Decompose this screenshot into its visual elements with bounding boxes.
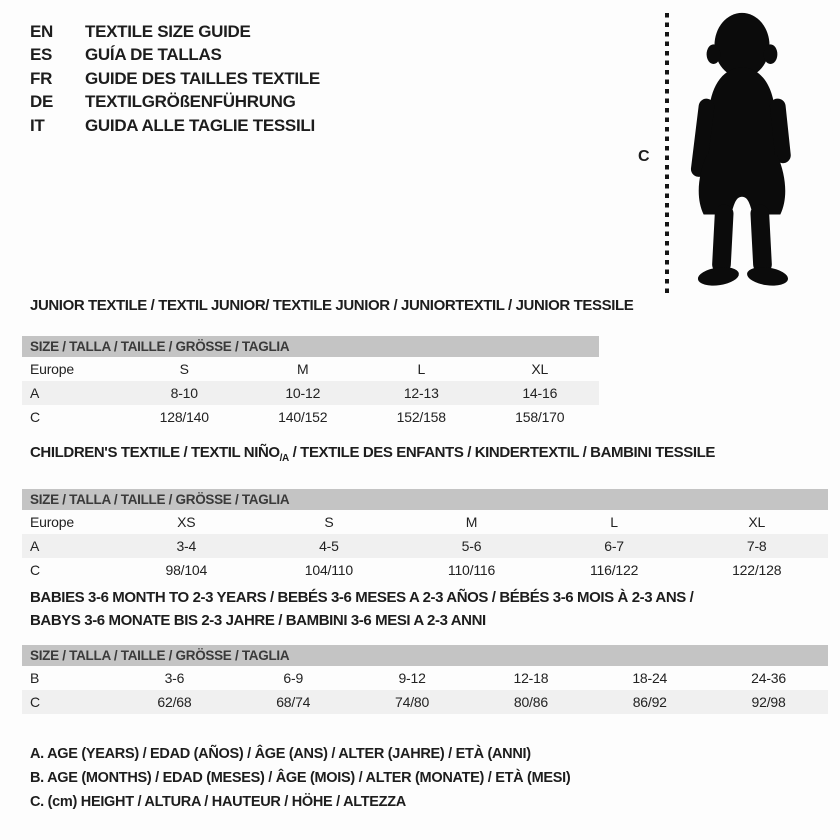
children-size-header-bar: SIZE / TALLA / TAILLE / GRÖSSE / TAGLIA <box>22 489 828 510</box>
lang-row-en <box>30 20 320 44</box>
row-label: A <box>22 534 115 558</box>
table-cell: XS <box>177 514 196 530</box>
table-cell: 104/110 <box>304 562 353 578</box>
lang-code: IT <box>30 115 45 135</box>
table-cell: 140/152 <box>278 409 328 425</box>
table-cell: 6-7 <box>543 534 686 558</box>
measure-figure <box>630 0 840 300</box>
children-row-europe <box>22 510 828 534</box>
lang-label: GUÍA DE TALLAS <box>85 45 222 65</box>
lang-code: ES <box>30 45 53 65</box>
table-cell: 12-13 <box>362 381 481 405</box>
table-cell: 3-4 <box>115 534 258 558</box>
table-cell: 74/80 <box>353 690 472 714</box>
table-cell: 98/104 <box>165 562 208 578</box>
lang-code: FR <box>30 68 53 88</box>
table-cell: 6-9 <box>283 670 304 686</box>
language-title-block <box>30 20 320 138</box>
table-cell: 14-16 <box>481 381 600 405</box>
babies-section <box>22 588 828 714</box>
table-cell: 80/86 <box>471 690 590 714</box>
babies-row-height <box>22 690 828 714</box>
children-title-part1: CHILDREN'S TEXTILE / TEXTIL NIÑO <box>30 444 280 461</box>
lang-row-fr <box>30 67 320 91</box>
toddler-silhouette-icon <box>676 8 806 298</box>
table-cell: 8-10 <box>125 381 244 405</box>
row-label: Europe <box>30 514 74 530</box>
row-label: C <box>22 690 115 714</box>
junior-title: JUNIOR TEXTILE / TEXTIL JUNIOR/ TEXTILE JUNIOR / JUNIORTEXTIL / JUNIOR TESSILE <box>30 297 634 314</box>
children-title <box>30 443 828 469</box>
footnote-a: A. AGE (YEARS) / EDAD (AÑOS) / ÂGE (ANS) / ALTER (JAHRE) / ETÀ (ANNI) <box>30 746 531 762</box>
babies-row-months <box>22 666 828 690</box>
table-cell: 10-12 <box>244 381 363 405</box>
children-row-height <box>22 558 828 582</box>
table-cell: 92/98 <box>709 690 828 714</box>
row-label: C <box>30 562 40 578</box>
lang-code: DE <box>30 92 54 112</box>
lang-label: GUIDE DES TAILLES TEXTILE <box>85 68 320 88</box>
table-cell: 5-6 <box>400 534 543 558</box>
babies-title-line1: BABIES 3-6 MONTH TO 2-3 YEARS / BEBÉS 3-6 MESES A 2-3 AÑOS / BÉBÉS 3-6 MOIS À 2-3 ANS / <box>30 589 694 606</box>
table-cell: 122/128 <box>732 562 782 578</box>
children-row-age <box>22 534 828 558</box>
table-cell: L <box>610 514 618 530</box>
row-label: Europe <box>30 361 74 377</box>
lang-label: TEXTILGRÖßENFÜHRUNG <box>85 92 296 112</box>
babies-title-line2: BABYS 3-6 MONATE BIS 2-3 JAHRE / BAMBINI 3-6 MESI A 2-3 ANNI <box>30 612 486 629</box>
table-cell: XL <box>531 361 549 377</box>
table-cell: 3-6 <box>164 670 185 686</box>
lang-row-es <box>30 44 320 68</box>
table-cell: 9-12 <box>398 670 426 686</box>
children-title-part2: / TEXTILE DES ENFANTS / KINDERTEXTIL / BAMBINI TESSILE <box>288 444 715 461</box>
table-cell: 18-24 <box>632 670 668 686</box>
table-cell: XL <box>748 514 766 530</box>
table-cell: 152/158 <box>396 409 446 425</box>
lang-row-de <box>30 91 320 115</box>
babies-size-header-bar: SIZE / TALLA / TAILLE / GRÖSSE / TAGLIA <box>22 645 828 666</box>
table-cell: 62/68 <box>115 690 234 714</box>
junior-size-table <box>22 357 599 429</box>
table-cell: 158/170 <box>515 409 565 425</box>
lang-label: TEXTILE SIZE GUIDE <box>85 21 251 41</box>
lang-label: GUIDA ALLE TAGLIE TESSILI <box>85 115 315 135</box>
table-cell: 128/140 <box>159 409 209 425</box>
junior-section <box>22 296 634 429</box>
footnotes-block <box>30 742 570 814</box>
table-cell: 116/122 <box>589 562 639 578</box>
table-cell: S <box>179 361 189 377</box>
children-section <box>22 443 828 582</box>
table-cell: 12-18 <box>513 670 549 686</box>
table-cell: 4-5 <box>258 534 401 558</box>
junior-size-header-bar: SIZE / TALLA / TAILLE / GRÖSSE / TAGLIA <box>22 336 599 357</box>
children-size-table <box>22 510 828 582</box>
footnote-b: B. AGE (MONTHS) / EDAD (MESES) / ÂGE (MOIS) / ALTER (MONATE) / ETÀ (MESI) <box>30 770 571 786</box>
table-cell: 110/116 <box>447 562 496 578</box>
table-cell: S <box>324 514 334 530</box>
table-cell: 68/74 <box>234 690 353 714</box>
dotted-measure-line <box>665 13 669 295</box>
table-cell: M <box>465 514 478 530</box>
junior-row-height <box>22 405 599 429</box>
junior-row-age <box>22 381 599 405</box>
row-label: C <box>30 409 40 425</box>
table-cell: 24-36 <box>751 670 786 686</box>
lang-code: EN <box>30 21 54 41</box>
table-cell: 86/92 <box>590 690 709 714</box>
children-title-sub: /A <box>279 453 289 464</box>
babies-size-table <box>22 666 828 714</box>
row-label: B <box>30 670 40 686</box>
lang-row-it <box>30 114 320 138</box>
footnote-c: C. (cm) HEIGHT / ALTURA / HAUTEUR / HÖHE / ALTEZZA <box>30 794 406 810</box>
row-label: A <box>22 381 125 405</box>
table-cell: 7-8 <box>685 534 828 558</box>
table-cell: L <box>417 361 426 377</box>
height-measure-label: C <box>638 148 650 165</box>
junior-row-europe <box>22 357 599 381</box>
table-cell: M <box>297 361 309 377</box>
